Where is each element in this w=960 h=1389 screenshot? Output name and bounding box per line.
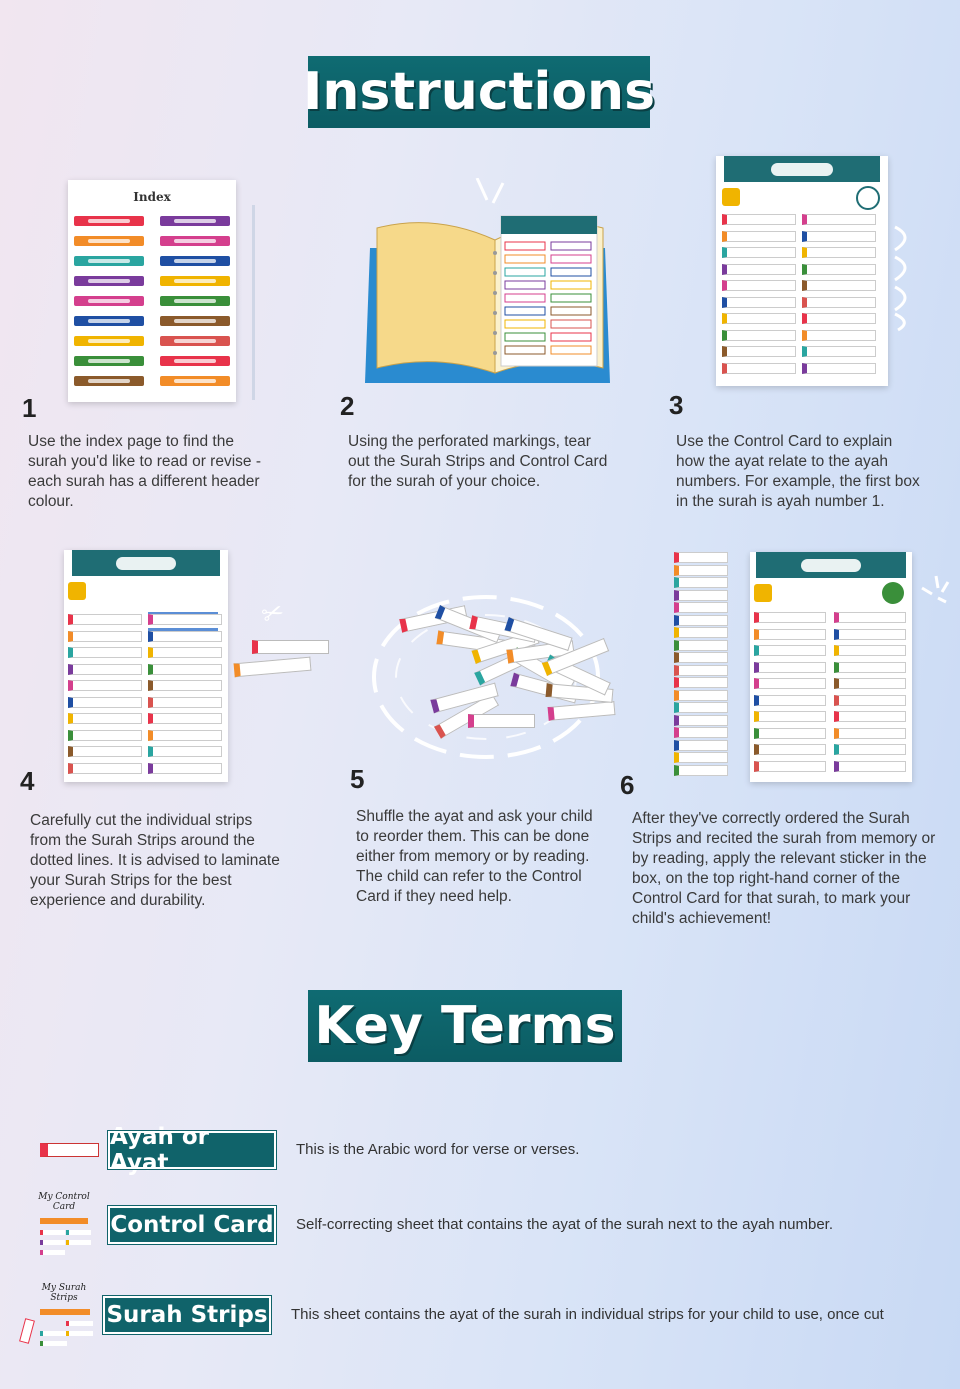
ordered-strip: [674, 765, 728, 776]
step-text-2: Using the perforated markings, tear out the Surah Strips and Control Card for the surah of your choice.: [348, 433, 608, 490]
key-terms-title: Key Terms: [308, 990, 622, 1062]
step-number-6: 6: [620, 770, 635, 800]
ordered-strip: [674, 740, 728, 751]
ayah-box: [68, 664, 142, 675]
control-card-icon: [722, 188, 740, 206]
ayah-box: [754, 645, 826, 656]
ordered-strip: [674, 665, 728, 676]
ayah-box: [754, 761, 826, 772]
scissor-lines: [477, 178, 503, 203]
ordered-strip: [674, 577, 728, 588]
index-strip: [160, 336, 230, 346]
ayah-box: [722, 247, 796, 258]
book-card-row: [505, 242, 545, 250]
book-card-row: [551, 307, 591, 315]
index-strip: [74, 236, 144, 246]
book-card-row: [551, 281, 591, 289]
ayah-box: [802, 264, 876, 275]
index-card-edge: [252, 205, 255, 400]
ayah-box: [834, 695, 906, 706]
ayah-box: [148, 631, 222, 642]
index-strip: [160, 296, 230, 306]
book-card-row: [505, 294, 545, 302]
book-card-row: [505, 255, 545, 263]
ayah-box: [148, 763, 222, 774]
index-card-illustration: [68, 180, 236, 402]
index-strip: [160, 236, 230, 246]
ayah-box: [754, 728, 826, 739]
step-text-4: Carefully cut the individual strips from the Surah Strips around the dotted lines. It is advised to laminate your Surah Strips for the best experience and durability.: [30, 812, 280, 909]
ayah-box: [68, 631, 142, 642]
surah-strips-header: [72, 550, 220, 576]
index-strip: [74, 216, 144, 226]
ayah-box: [754, 744, 826, 755]
index-strip: [74, 256, 144, 266]
book-card-row: [551, 294, 591, 302]
ordered-strip: [674, 627, 728, 638]
ayah-box: [722, 297, 796, 308]
ayah-box: [148, 664, 222, 675]
ayah-box: [802, 231, 876, 242]
ayah-box: [834, 761, 906, 772]
ayah-box: [68, 614, 142, 625]
index-strip: [160, 356, 230, 366]
book-control-card: [501, 216, 597, 366]
book-card-row: [551, 255, 591, 263]
step-text-1: Use the index page to find the surah you'd like to read or revise - each surah has a different header colour.: [28, 433, 261, 510]
book-card-row: [551, 333, 591, 341]
ayah-box: [148, 730, 222, 741]
index-strip: [160, 376, 230, 386]
surah-strips-icon: [68, 582, 86, 600]
ayah-box: [802, 214, 876, 225]
ordered-strip: [674, 565, 728, 576]
ayah-box: [722, 330, 796, 341]
book-card-row: [505, 268, 545, 276]
index-strip: [74, 376, 144, 386]
completed-card-header: [756, 552, 906, 578]
ayah-box: [148, 697, 222, 708]
ordered-strip: [674, 640, 728, 651]
ayah-box: [148, 647, 222, 658]
ayah-box: [68, 746, 142, 757]
ordered-strip: [674, 702, 728, 713]
ordered-strip: [674, 752, 728, 763]
cut-strip: [252, 640, 329, 654]
index-strip: [160, 216, 230, 226]
book-card-row: [505, 333, 545, 341]
ordered-strip: [674, 727, 728, 738]
control-card-header: [724, 156, 880, 182]
surah-strips-thumb-label: My Surah Strips: [41, 1283, 87, 1303]
term-surah-strips-badge: Surah Strips: [103, 1296, 271, 1334]
ayah-box: [802, 280, 876, 291]
index-strip: [74, 296, 144, 306]
step-text-5: Shuffle the ayat and ask your child to reorder them. This can be done either from memory or by reading. The child can refer to the Control Card if they need help.: [356, 808, 593, 905]
surah-strips-thumbnail: [20, 1283, 96, 1353]
control-card-illustration: [716, 156, 888, 386]
sticker-circle: [856, 186, 880, 210]
ayah-box: [834, 612, 906, 623]
ayah-box: [754, 629, 826, 640]
ayah-box: [802, 346, 876, 357]
shuffled-strip: [468, 714, 535, 728]
step-number-1: 1: [22, 393, 37, 423]
surah-strips-illustration: [64, 550, 228, 782]
ordered-strip: [674, 715, 728, 726]
term-ayah-definition: This is the Arabic word for verse or verses.: [296, 1141, 580, 1158]
index-strip: [160, 316, 230, 326]
ayah-box: [834, 645, 906, 656]
book-card-row: [551, 320, 591, 328]
ayah-box: [722, 313, 796, 324]
term-surah-strips-definition: This sheet contains the ayat of the surah in individual strips for your child to use, once cut: [291, 1306, 884, 1323]
ayah-strip-thumbnail: [40, 1143, 99, 1157]
ayah-box: [834, 744, 906, 755]
ayah-box: [754, 662, 826, 673]
ordered-strip: [674, 602, 728, 613]
index-strip: [74, 356, 144, 366]
ayah-box: [68, 730, 142, 741]
term-control-card-definition: Self-correcting sheet that contains the ayat of the surah next to the ayah number.: [296, 1216, 833, 1233]
instructions-title: Instructions: [308, 56, 650, 128]
ayah-box: [722, 231, 796, 242]
curl-arrows: [890, 222, 920, 332]
ayah-box: [802, 313, 876, 324]
term-control-card-badge: Control Card: [108, 1206, 276, 1244]
ayah-box: [722, 214, 796, 225]
book-card-row: [505, 320, 545, 328]
index-title: Index: [133, 190, 171, 204]
ayah-box: [68, 713, 142, 724]
book-card-row: [505, 281, 545, 289]
ayah-box: [148, 746, 222, 757]
step-text-6: After they've correctly ordered the Surah Strips and recited the surah from memory or by reading, apply the relevant sticker in the box, on the top right-hand corner of the Control Card for that surah, to mark your child's achievement!: [632, 810, 936, 927]
step-number-4: 4: [20, 766, 35, 796]
step-text-3: Use the Control Card to explain how the ayat relate to the ayah numbers. For example, the first box in the surah is ayah number 1.: [676, 433, 920, 510]
book-left-page: [377, 223, 495, 373]
ayah-box: [802, 247, 876, 258]
step-number-2: 2: [340, 391, 355, 421]
ayah-box: [802, 297, 876, 308]
index-strip: [74, 316, 144, 326]
index-strip: [160, 256, 230, 266]
index-strip: [74, 336, 144, 346]
index-strip: [74, 276, 144, 286]
ayah-box: [68, 763, 142, 774]
achievement-sticker: [882, 582, 904, 604]
ordered-strip: [674, 552, 728, 563]
ordered-strip: [674, 652, 728, 663]
completed-control-card-illustration: [750, 552, 912, 782]
step-number-5: 5: [350, 764, 365, 794]
ayah-box: [722, 264, 796, 275]
cut-strip: [234, 657, 312, 678]
sparkle-lines: [918, 572, 956, 616]
ayah-box: [834, 662, 906, 673]
book-card-row: [551, 268, 591, 276]
ayah-box: [834, 678, 906, 689]
book-card-row: [551, 242, 591, 250]
ayah-box: [802, 363, 876, 374]
ayah-box: [754, 678, 826, 689]
ayah-box: [754, 711, 826, 722]
ayah-box: [834, 629, 906, 640]
ayah-box: [148, 713, 222, 724]
book-card-row: [505, 307, 545, 315]
ayah-box: [722, 280, 796, 291]
ayah-box: [802, 330, 876, 341]
control-card-thumbnail: [34, 1192, 94, 1260]
ayah-box: [754, 612, 826, 623]
ayah-box: [722, 346, 796, 357]
book-card-row: [505, 346, 545, 354]
step-number-3: 3: [669, 390, 684, 420]
scissors-icon: ✂: [257, 595, 289, 631]
ayah-box: [148, 680, 222, 691]
open-book-illustration: [365, 178, 615, 388]
ayah-box: [68, 647, 142, 658]
ayah-box: [148, 614, 222, 625]
term-ayah-badge: Ayah or Ayat: [108, 1131, 276, 1169]
ordered-strip: [674, 615, 728, 626]
ayah-box: [722, 363, 796, 374]
completed-card-icon: [754, 584, 772, 602]
ordered-strip: [674, 677, 728, 688]
ayah-box: [68, 680, 142, 691]
ayah-box: [754, 695, 826, 706]
index-strip: [160, 276, 230, 286]
ayah-box: [68, 697, 142, 708]
ordered-strip: [674, 690, 728, 701]
ayah-box: [834, 728, 906, 739]
ordered-strip: [674, 590, 728, 601]
control-card-thumb-label: My Control Card: [38, 1192, 90, 1212]
ayah-box: [834, 711, 906, 722]
book-card-row: [551, 346, 591, 354]
